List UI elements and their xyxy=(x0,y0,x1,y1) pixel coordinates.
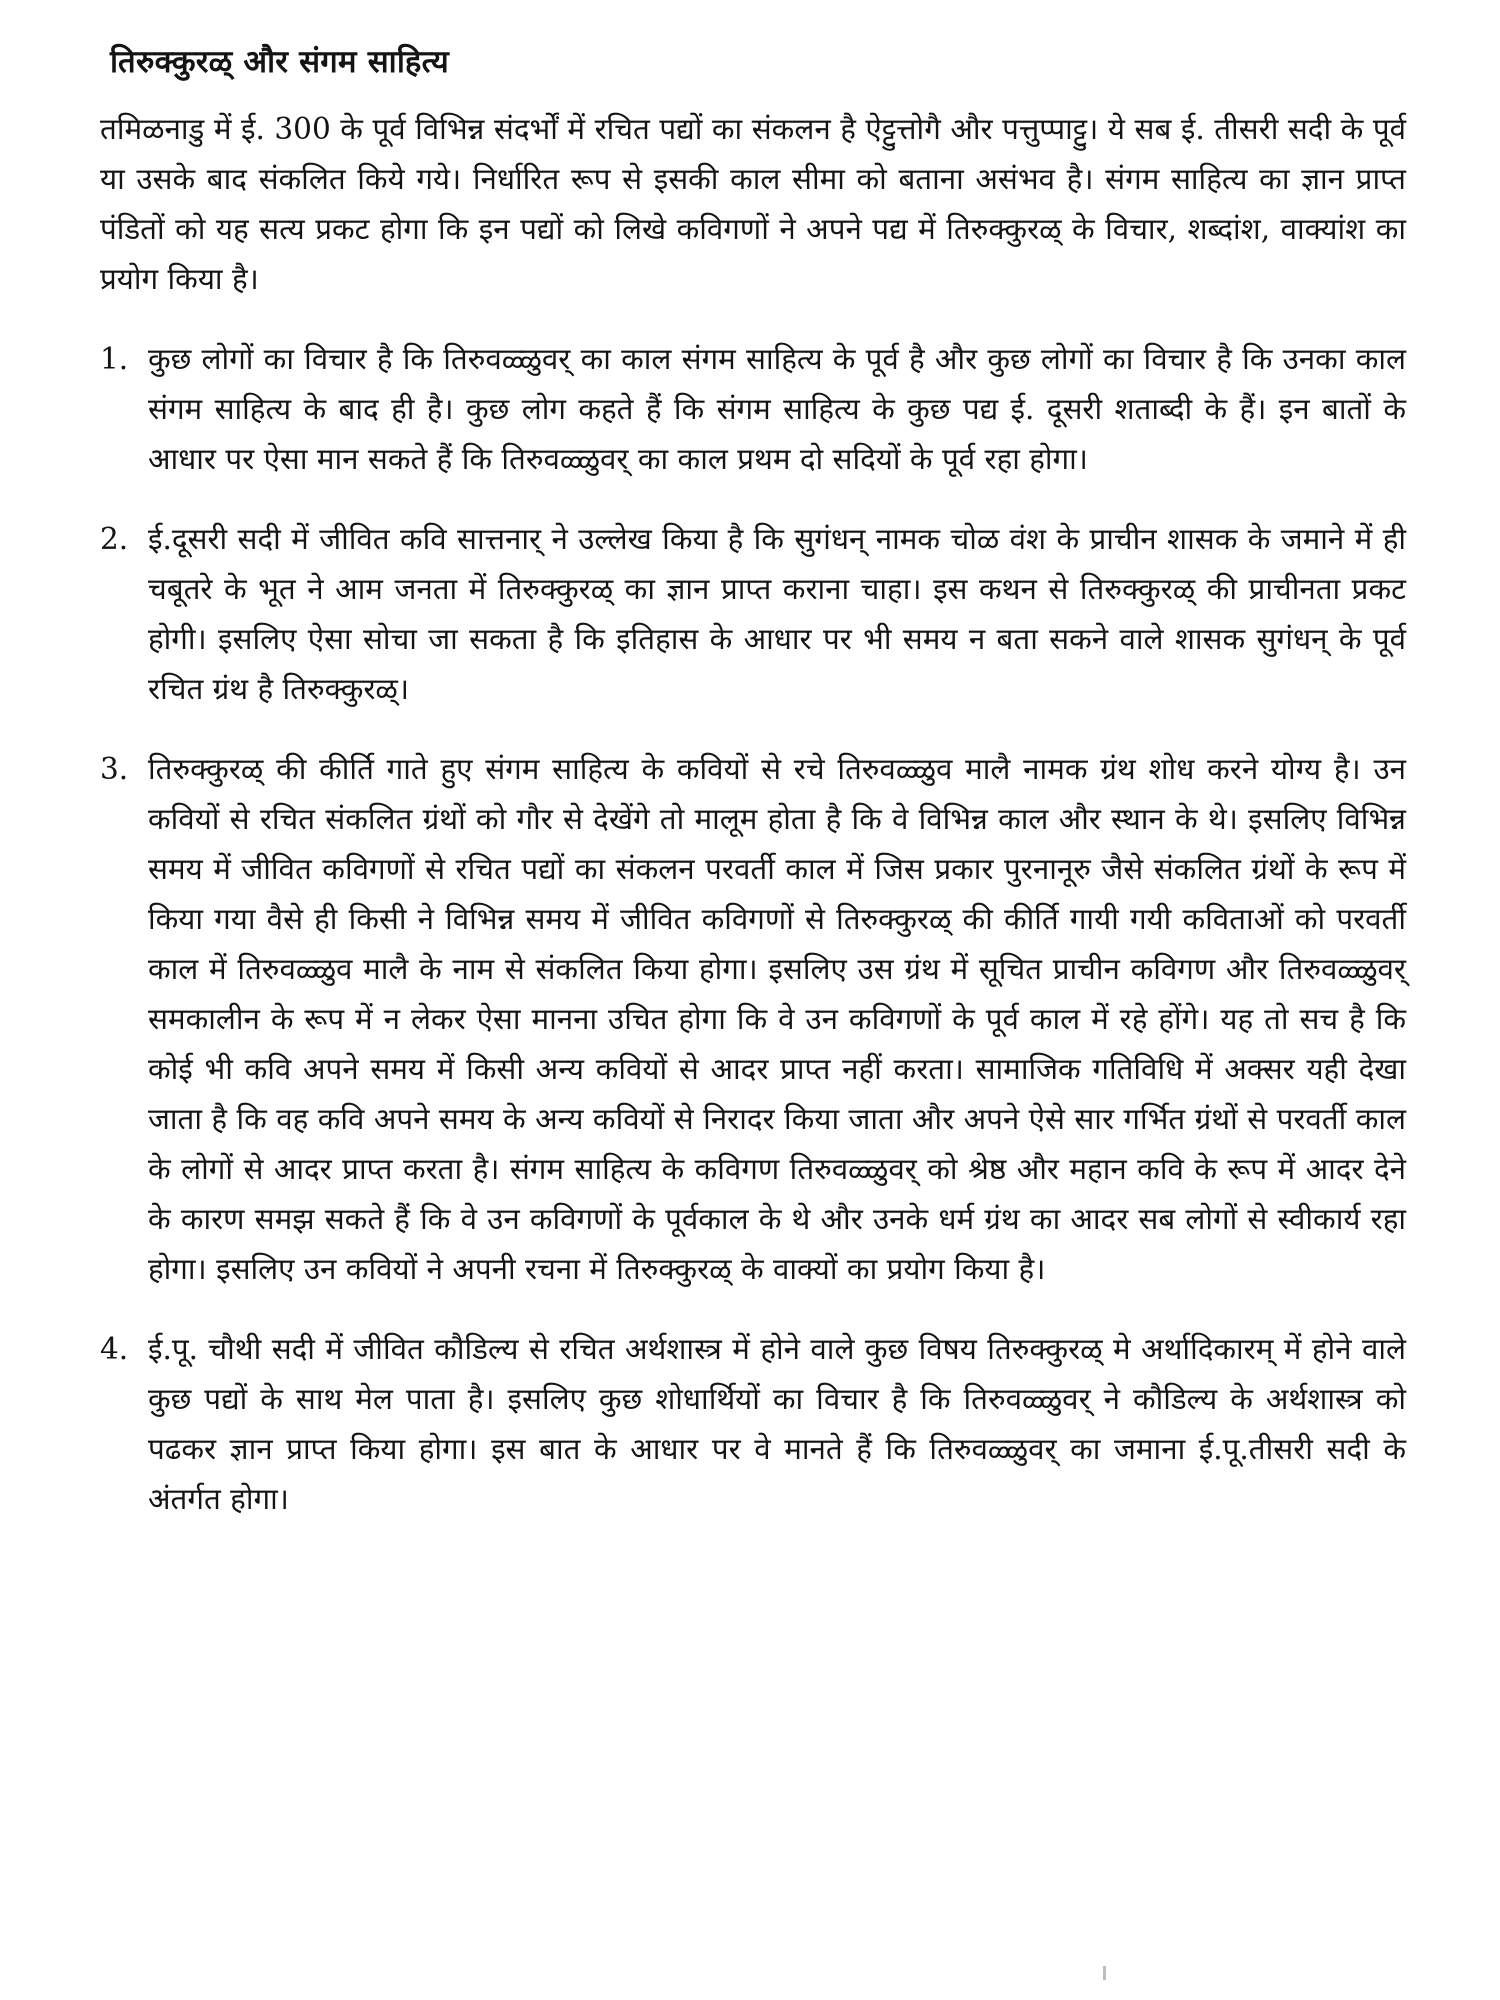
intro-paragraph: तमिळनाडु में ई. 300 के पूर्व विभिन्न संदर्भों में रचित पद्यों का संकलन है ऐट्टुत्तोगै और पत्तुप्पाट्टु। ये सब ई. तीसरी सदी के पूर्व या उसके बाद संकलित किये गये। निर्धारित रूप से इसकी काल सीमा को बताना असंभव है। संगम साहित्य का ज्ञान प्राप्त पंडितों को यह सत्य प्रकट होगा कि इन पद्यों को लिखे कविगणों ने अपने पद्य में तिरुक्कुरळ् के विचार, शब्दांश, वाक्यांश का प्रयोग किया है। xyxy=(100,112,1406,296)
list-item-number: 2. xyxy=(100,522,129,556)
page-title: तिरुक्कुरळ् और संगम साहित्य xyxy=(110,44,449,80)
list-item-number: 4. xyxy=(100,1332,129,1366)
numbered-list xyxy=(100,334,1406,1524)
list-item-text: ई.पू. चौथी सदी में जीवित कौडिल्य से रचित अर्थशास्त्र में होने वाले कुछ विषय तिरुक्कुरळ् मे अर्थादिकारम् में होने वाले कुछ पद्यों के साथ मेल पाता है। इसलिए कुछ शोधार्थियों का विचार है कि तिरुवळ्ळुवर् ने कौडिल्य के अर्थशास्त्र को पढकर ज्ञान प्राप्त किया होगा। इस बात के आधार पर वे मानते हैं कि तिरुवळ्ळुवर् का जमाना ई.पू.तीसरी सदी के अंतर्गत होगा। xyxy=(148,1332,1406,1516)
list-item-text: तिरुक्कुरळ् की कीर्ति गाते हुए संगम साहित्य के कवियों से रचे तिरुवळ्ळुव मालै नामक ग्रंथ शोध करने योग्य है। उन कवियों से रचित संकलित ग्रंथों को गौर से देखेंगे तो मालूम होता है कि वे विभिन्न काल और स्थान के थे। इसलिए विभिन्न समय में जीवित कविगणों से रचित पद्यों का संकलन परवर्ती काल में जिस प्रकार पुरनानूरु जैसे संकलित ग्रंथों के रूप में किया गया वैसे ही किसी ने विभिन्न समय में जीवित कविगणों से तिरुक्कुरळ् की कीर्ति गायी गयी कविताओं को परवर्ती काल में तिरुवळ्ळुव मालै के नाम से संकलित किया होगा। इसलिए उस ग्रंथ में सूचित प्राचीन कविगण और तिरुवळ्ळुवर् समकालीन के रूप में न लेकर ऐसा मानना उचित होगा कि वे उन कविगणों के पूर्व काल में रहे होंगे। यह तो सच है कि कोई भी कवि अपने समय में किसी अन्य कवियों से आदर प्राप्त नहीं करता। सामाजिक गतिविधि में अक्सर यही देखा जाता है कि वह कवि अपने समय के अन्य कवियों से निरादर किया जाता और अपने ऐसे सार गर्भित ग्रंथों से परवर्ती काल के लोगों से आदर प्राप्त करता है। संगम साहित्य के कविगण तिरुवळ्ळुवर् को श्रेष्ठ और महान कवि के रूप में आदर देने के कारण समझ सकते हैं कि वे उन कविगणों के पूर्वकाल के थे और उनके धर्म ग्रंथ का आदर सब लोगों से स्वीकार्य रहा होगा। इसलिए उन कवियों ने अपनी रचना में तिरुक्कुरळ् के वाक्यों का प्रयोग किया है। xyxy=(148,752,1406,1286)
list-item xyxy=(100,334,1406,484)
list-item xyxy=(100,514,1406,714)
list-item-text: ई.दूसरी सदी में जीवित कवि सात्तनार् ने उल्लेख किया है कि सुगंधन् नामक चोळ वंश के प्राचीन शासक के जमाने में ही चबूतरे के भूत ने आम जनता में तिरुक्कुरळ् का ज्ञान प्राप्त कराना चाहा। इस कथन से तिरुक्कुरळ् की प्राचीनता प्रकट होगी। इसलिए ऐसा सोचा जा सकता है कि इतिहास के आधार पर भी समय न बता सकने वाले शासक सुगंधन् के पूर्व रचित ग्रंथ है तिरुक्कुरळ्। xyxy=(148,522,1406,706)
list-item xyxy=(100,744,1406,1294)
list-item-text: कुछ लोगों का विचार है कि तिरुवळ्ळुवर् का काल संगम साहित्य के पूर्व है और कुछ लोगों का विचार है कि उनका काल संगम साहित्य के बाद ही है। कुछ लोग कहते हैं कि संगम साहित्य के कुछ पद्य ई. दूसरी शताब्दी के हैं। इन बातों के आधार पर ऐसा मान सकते हैं कि तिरुवळ्ळुवर् का काल प्रथम दो सदियों के पूर्व रहा होगा। xyxy=(148,342,1406,476)
list-item xyxy=(100,1324,1406,1524)
list-item-number: 3. xyxy=(100,752,129,786)
scan-mark xyxy=(1103,1966,1106,1980)
list-item-number: 1. xyxy=(100,342,129,376)
